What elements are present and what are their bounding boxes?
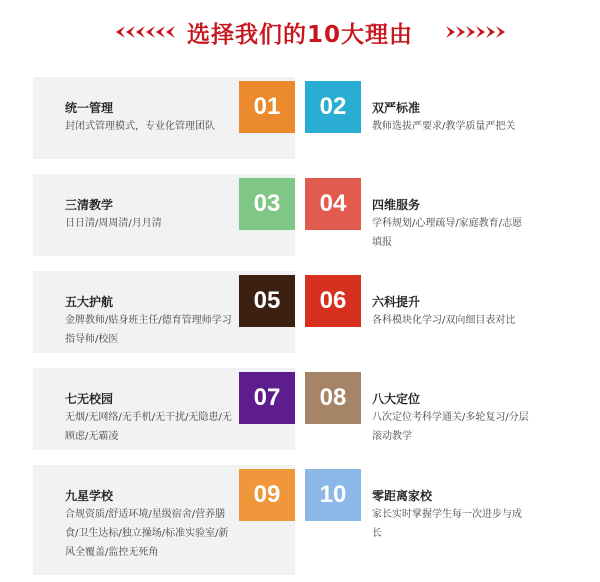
reason-title: 九星学校: [65, 489, 114, 503]
arrow-right-icon: [446, 26, 455, 38]
reason-number-badge: 07: [239, 372, 295, 424]
reason-number-badge: 01: [239, 81, 295, 133]
arrow-right-icon: [486, 26, 495, 38]
arrow-right-icon: [456, 26, 465, 38]
arrow-right-icon: [496, 26, 505, 38]
reason-card: [305, 368, 567, 450]
right-arrows-decoration: [446, 26, 505, 38]
reason-number-badge: 10: [305, 469, 361, 521]
reason-card: [305, 271, 567, 353]
reason-card: [305, 465, 567, 547]
reason-description: 家长实时掌握学生每一次进步与成长: [372, 509, 522, 539]
reason-number-badge: 06: [305, 275, 361, 327]
arrow-right-icon: [466, 26, 475, 38]
reason-description: 无烟/无网络/无手机/无干扰/无隐患/无顾虑/无霸凌: [65, 412, 232, 442]
reason-description: 封闭式管理模式，专业化管理团队: [65, 121, 215, 132]
reason-number-badge: 09: [239, 469, 295, 521]
reason-description: 金牌教师/贴身班主任/德育管理师学习指导师/校医: [65, 315, 232, 345]
reason-title: 零距离家校: [372, 489, 433, 503]
reason-title: 四维服务: [372, 198, 421, 212]
reason-number-badge: 08: [305, 372, 361, 424]
reason-number-badge: 02: [305, 81, 361, 133]
reason-description: 日日清/周周清/月月清: [65, 218, 162, 229]
reason-title: 统一管理: [65, 101, 114, 115]
reason-number-badge: 03: [239, 178, 295, 230]
reason-card: [305, 174, 567, 256]
page-header: [0, 0, 600, 66]
reason-card: [305, 77, 567, 159]
reason-title: 七无校园: [65, 392, 114, 406]
page-title: 选择我们的10大理由: [186, 22, 413, 48]
reason-description: 教师选拔严要求/教学质量严把关: [372, 121, 516, 132]
arrow-right-icon: [476, 26, 485, 38]
reason-title: 三清教学: [65, 198, 114, 212]
reason-description: 八次定位考科学通关/多轮复习/分层滚动教学: [372, 412, 529, 442]
reason-number-badge: 05: [239, 275, 295, 327]
reason-number-badge: 04: [305, 178, 361, 230]
reason-title: 五大护航: [65, 295, 114, 309]
reason-title: 双严标准: [372, 101, 421, 115]
reason-description: 各科模块化学习/双向细目表对比: [372, 315, 516, 326]
reason-title: 六科提升: [372, 295, 421, 309]
reason-description: 合规资质/舒适环境/星级宿舍/营养膳食/卫生达标/独立操场/标准实验室/新风全覆盖/监控无死角: [65, 509, 229, 558]
reason-title: 八大定位: [372, 392, 421, 406]
reason-description: 学科规划/心理疏导/家庭教育/志愿填报: [372, 218, 523, 248]
